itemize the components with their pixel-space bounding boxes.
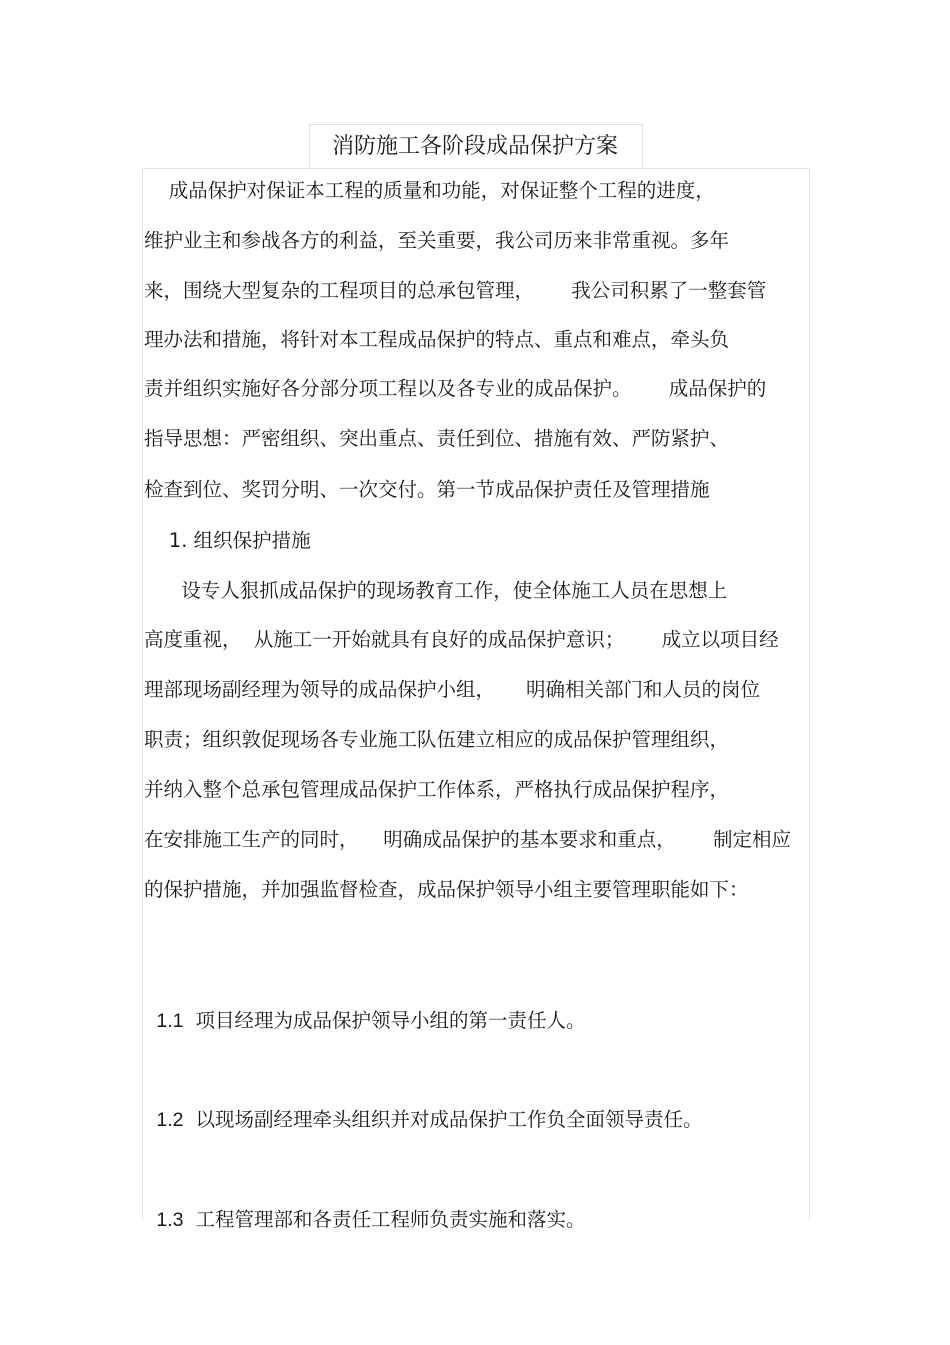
paragraph-line: 责并组织实施好各分部分项工程以及各专业的成品保护。 成品保护的 [144, 377, 767, 400]
paragraph-line: 高度重视， 从施工一开始就具有良好的成品保护意识； 成立以项目经 [144, 628, 779, 651]
paragraph-line: 的保护措施，并加强监督检查，成品保护领导小组主要管理职能如下： [144, 878, 749, 901]
list-item [144, 1078, 703, 1134]
paragraph-line: 理办法和措施，将针对本工程成品保护的特点、重点和难点，牵头负 [144, 328, 730, 351]
list-item [144, 1178, 586, 1234]
paragraph-line: 职责；组织敦促现场各专业施工队伍建立相应的成品保护管理组织， [144, 728, 730, 751]
paragraph-line: 并纳入整个总承包管理成品保护工作体系，严格执行成品保护程序， [144, 778, 730, 801]
paragraph-line: 指导思想：严密组织、突出重点、责任到位、措施有效、严防紧护、 [144, 427, 730, 450]
paragraph-line: 理部现场副经理为领导的成品保护小组， 明确相关部门和人员的岗位 [144, 678, 760, 701]
paragraph-line: 设专人狠抓成品保护的现场教育工作，使全体施工人员在思想上 [144, 579, 728, 602]
item-number: 1.3 [156, 1209, 184, 1231]
paragraph-line: 检查到位、奖罚分明、一次交付。第一节成品保护责任及管理措施 [144, 478, 710, 501]
paragraph-line: 成品保护对保证本工程的质量和功能，对保证整个工程的进度， [144, 179, 715, 202]
item-number: 1.1 [156, 1010, 184, 1032]
section-heading: 1. 组织保护措施 [144, 529, 311, 552]
paragraph-line: 来，围绕大型复杂的工程项目的总承包管理， 我公司积累了一整套管 [144, 279, 767, 302]
document-title: 消防施工各阶段成品保护方案 [331, 134, 618, 159]
item-text: 工程管理部和各责任工程师负责实施和落实。 [195, 1208, 586, 1231]
paragraph-line: 在安排施工生产的同时， 明确成品保护的基本要求和重点， 制定相应 [144, 828, 791, 851]
item-number: 1.2 [156, 1109, 184, 1131]
item-text: 项目经理为成品保护领导小组的第一责任人。 [195, 1009, 586, 1032]
list-item [144, 979, 586, 1035]
item-text: 以现场副经理牵头组织并对成品保护工作负全面领导责任。 [195, 1108, 703, 1131]
paragraph-line: 维护业主和参战各方的利益，至关重要，我公司历来非常重视。多年 [144, 229, 730, 252]
